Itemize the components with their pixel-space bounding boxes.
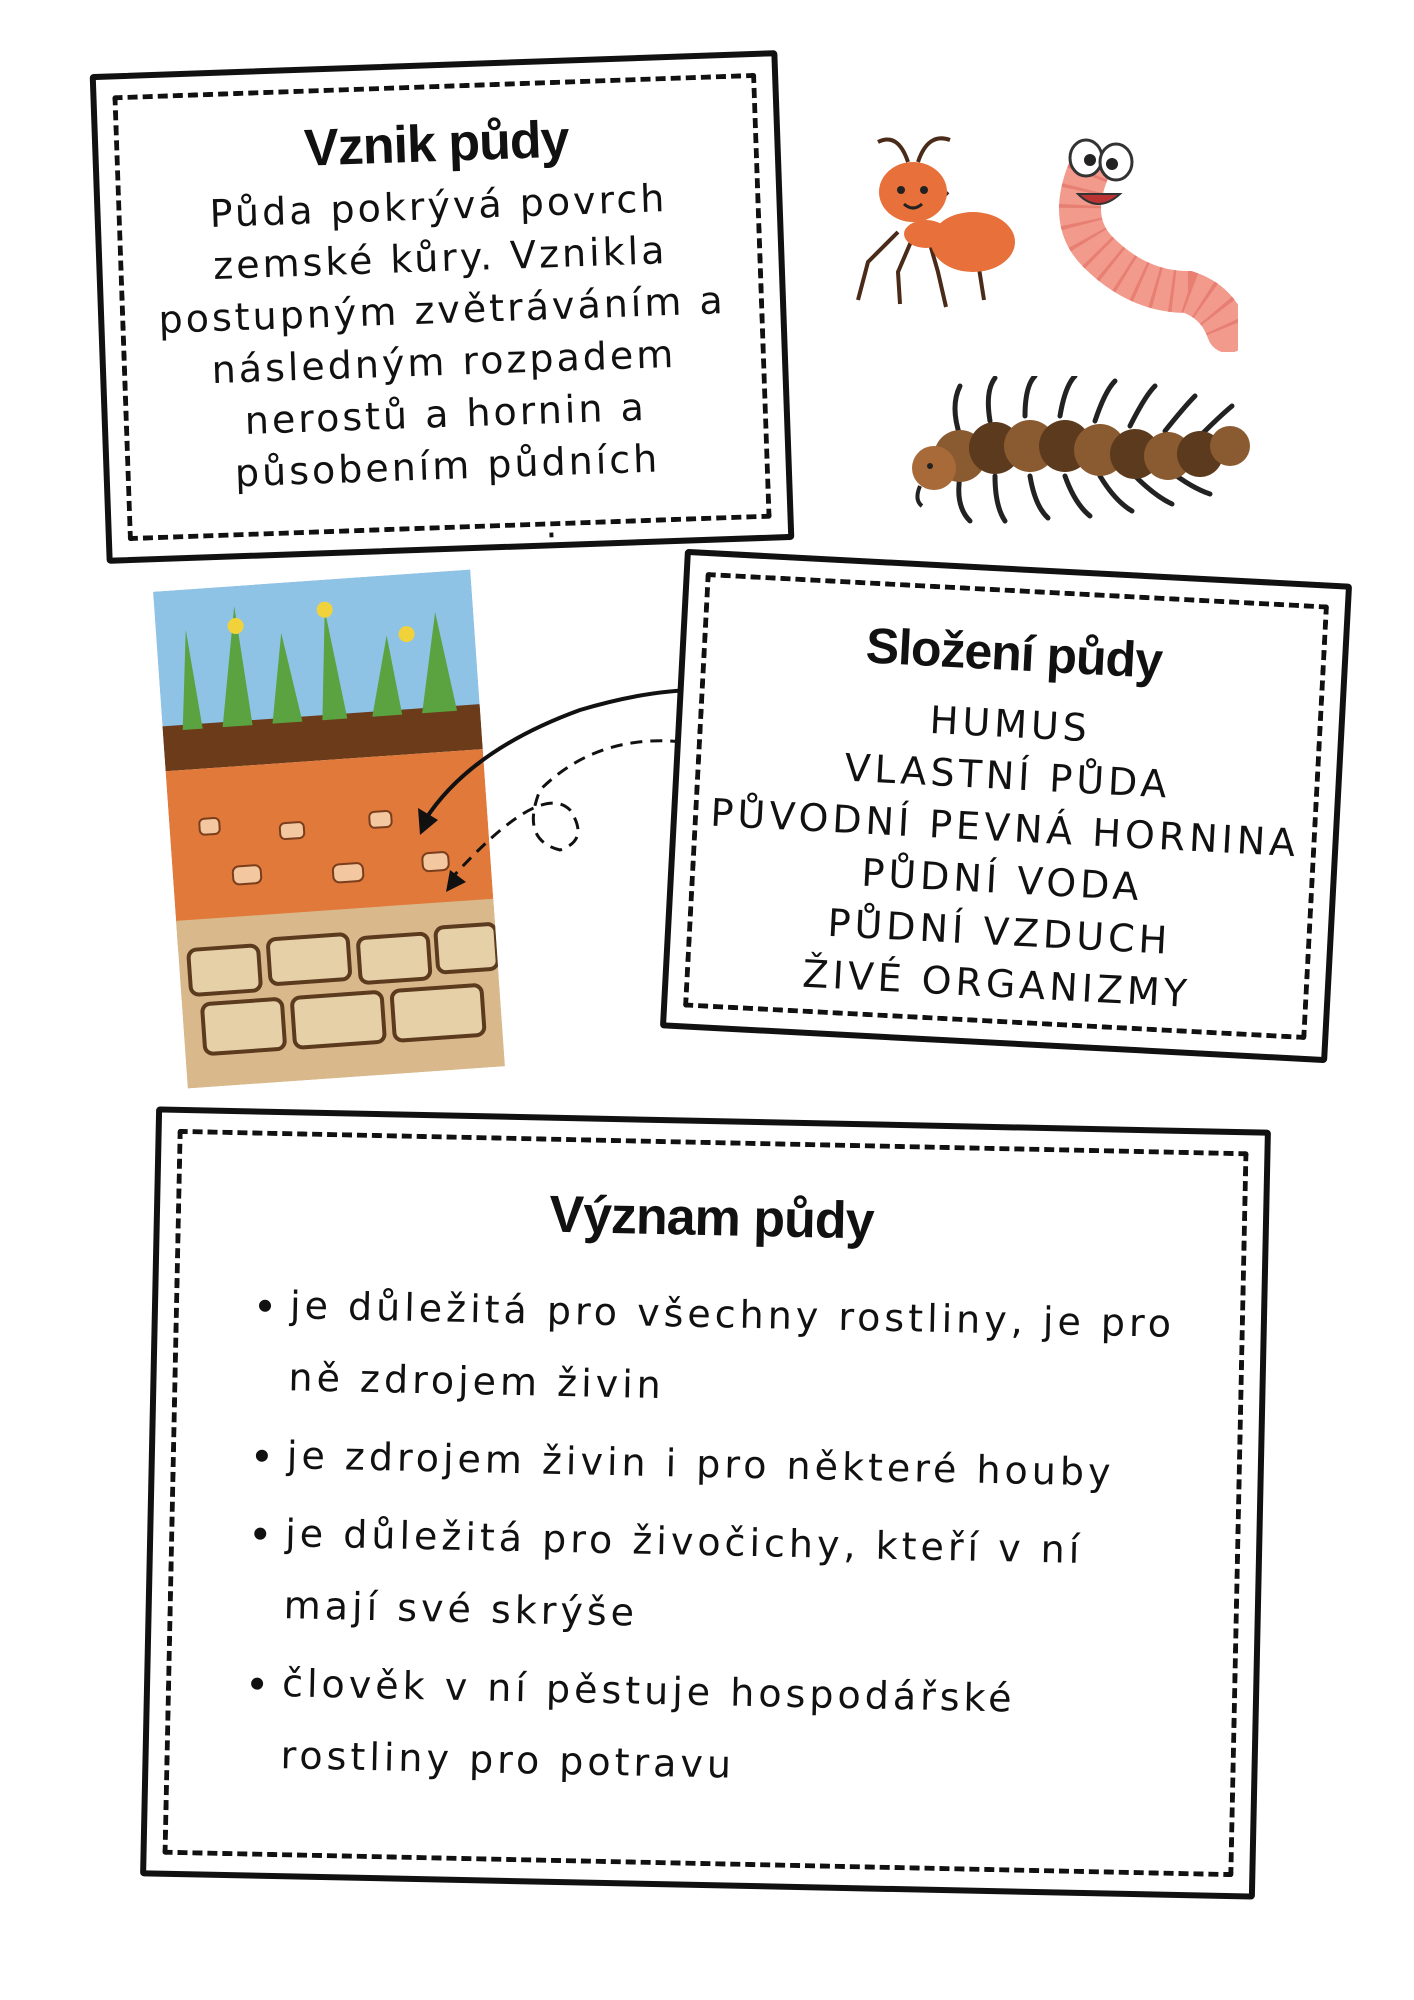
importance-list bbox=[252, 1269, 1188, 1816]
card-title: Význam půdy bbox=[548, 1185, 875, 1251]
centipede-illustration bbox=[900, 376, 1270, 526]
composition-list bbox=[662, 681, 1345, 1028]
fill-in-blank: _________. bbox=[337, 501, 562, 554]
list-item: • člověk v ní pěstuje hospodářské rostliny pro potravu bbox=[280, 1647, 1180, 1810]
list-item: VLASTNÍ PŮDA bbox=[843, 745, 1172, 807]
card-vznik-pudy bbox=[90, 50, 795, 564]
card-vyznam-pudy bbox=[140, 1106, 1271, 1899]
list-item: • je zdrojem živin i pro některé houby bbox=[286, 1419, 1184, 1510]
list-item: ŽIVÉ ORGANIZMY bbox=[801, 951, 1192, 1016]
list-item: PŮVODNÍ PEVNÁ HORNINA bbox=[709, 790, 1301, 866]
list-item: HUMUS bbox=[928, 697, 1092, 751]
ant-illustration bbox=[838, 122, 1018, 312]
card-title: Vznik půdy bbox=[303, 110, 570, 178]
list-item: PŮDNÍ VODA bbox=[860, 850, 1144, 910]
list-item: • je důležitá pro všechny rostliny, je pro ně zdrojem živin bbox=[288, 1269, 1188, 1432]
card-slozeni-pudy bbox=[660, 549, 1352, 1063]
vznik-text: Půda pokrývá povrch zemské kůry. Vznikla postupným zvětráváním a následným rozpadem nerostů a hornin a působením půdních bbox=[157, 176, 727, 496]
list-item: • je důležitá pro živočichy, kteří v ní mají své skrýše bbox=[283, 1497, 1183, 1660]
list-item: PŮDNÍ VZDUCH bbox=[826, 900, 1173, 963]
card-title: Složení půdy bbox=[864, 617, 1164, 689]
worm-illustration bbox=[1048, 132, 1238, 352]
card-text bbox=[94, 168, 795, 566]
